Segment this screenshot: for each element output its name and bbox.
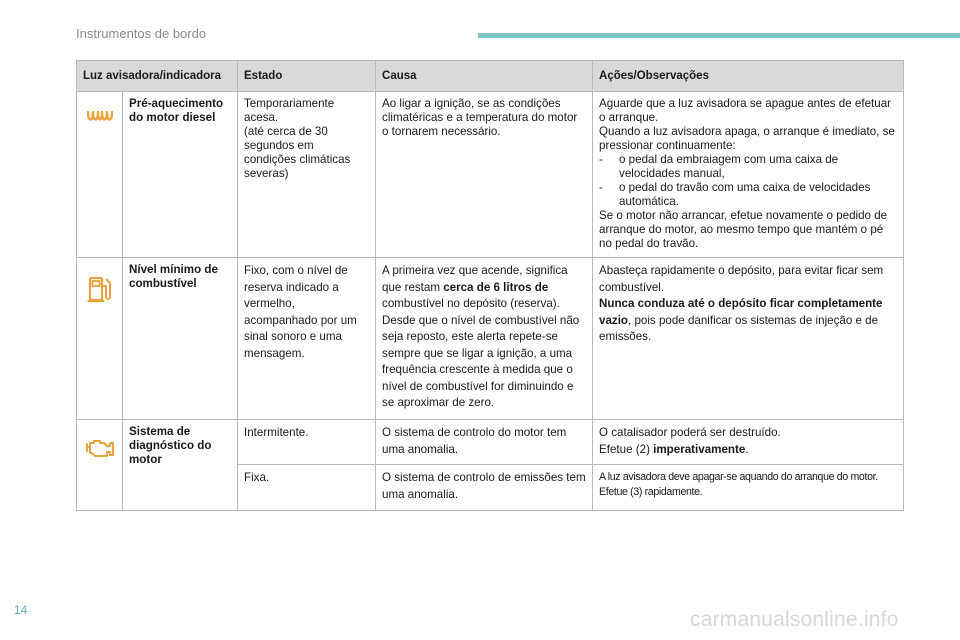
page-header-title: Instrumentos de bordo (76, 26, 207, 41)
engine-action-line2 (599, 442, 897, 459)
preheat-action-outro: Se o motor não arrancar, efetue novamente o pedido de arranque do motor, ao mesmo tempo que mantém o pé no pedal do travão. (599, 209, 888, 250)
engine-action-prefix: Efetue (2) (599, 442, 654, 456)
list-item (599, 181, 897, 209)
engine-action-bold: imperativamente (653, 442, 746, 456)
icon-cell-fuel (77, 258, 123, 420)
preheat-list-item-text: o pedal do travão com uma caixa de velocidades automática. (619, 181, 871, 208)
engine-name: Sistema de diagnóstico do motor (123, 420, 238, 511)
icon-cell-engine (77, 420, 123, 511)
engine-state-fixed: Fixa. (238, 465, 376, 511)
engine-action-fixed: A luz avisadora deve apagar-se aquando do arranque do motor. Efetue (3) rapidamente. (593, 465, 904, 511)
watermark: carmanualsonline.info (690, 608, 899, 631)
fuel-cause-after: combustível no depósito (reserva). Desde que o nível de combustível não seja reposto, este alerta repete-se sempre que se ligar a ignição, a uma frequência crescente à medida que o nível de combustível for diminuindo e se aproximar de zero. (382, 297, 580, 409)
fuel-pump-icon (87, 274, 113, 304)
page-number: 14 (14, 603, 28, 617)
engine-state-flashing: Intermitente. (238, 420, 376, 465)
header-accent-bar (478, 33, 960, 38)
fuel-cause-before: A primeira vez que acende, significa que restam (382, 264, 568, 294)
engine-cause-flashing: O sistema de controlo do motor tem uma anomalia. (376, 420, 593, 465)
fuel-state: Fixo, com o nível de reserva indicado a vermelho, acompanhado por um sinal sonoro e uma mensagem. (238, 258, 376, 420)
fuel-action-bold: Nunca conduza até o depósito ficar completamente vazio (599, 297, 883, 327)
preheat-state: Temporariamente acesa. (até cerca de 30 segundos em condições climáticas severas) (238, 92, 376, 258)
list-dash: - (599, 181, 603, 194)
engine-cause-fixed: O sistema de controlo de emissões tem uma anomalia. (376, 465, 593, 511)
table-row-fuel (77, 258, 904, 420)
header-light: Luz avisadora/indicadora (77, 61, 238, 92)
header-cause: Causa (376, 61, 593, 92)
table-row-preheat (77, 92, 904, 258)
fuel-name: Nível mínimo de combustível (123, 258, 238, 420)
icon-cell-preheat (77, 92, 123, 258)
engine-actions-flashing (593, 420, 904, 465)
engine-action-line1: O catalisador poderá ser destruído. (599, 426, 781, 439)
fuel-action-line2 (599, 296, 897, 346)
preheat-name: Pré-aquecimento do motor diesel (123, 92, 238, 258)
header-state: Estado (238, 61, 376, 92)
preheat-cause: Ao ligar a ignição, se as condições climatéricas e a temperatura do motor o tornarem necessário. (376, 92, 593, 258)
preheat-action-intro: Aguarde que a luz avisadora se apague antes de efetuar o arranque. Quando a luz avisadora apaga, o arranque é imediato, se pressionar continuamente: (599, 97, 895, 152)
preheat-actions (593, 92, 904, 258)
table-row-engine-flashing (77, 420, 904, 465)
fuel-action-after: , pois pode danificar os sistemas de injeção e de emissões. (599, 313, 879, 343)
engine-action-suffix: . (745, 442, 749, 456)
fuel-action-line1: Abasteça rapidamente o depósito, para evitar ficar sem combustível. (599, 264, 884, 294)
warning-lights-table (76, 60, 904, 511)
fuel-actions (593, 258, 904, 420)
preheat-list-item-text: o pedal da embraiagem com uma caixa de velocidades manual, (619, 153, 839, 180)
list-item (599, 153, 897, 181)
header-actions: Ações/Observações (593, 61, 904, 92)
glow-plug-coil-icon (85, 108, 115, 126)
fuel-cause (376, 258, 593, 420)
fuel-cause-bold: cerca de 6 litros de (443, 280, 549, 294)
table-header-row (77, 61, 904, 92)
engine-check-icon (84, 436, 116, 460)
list-dash: - (599, 153, 603, 166)
